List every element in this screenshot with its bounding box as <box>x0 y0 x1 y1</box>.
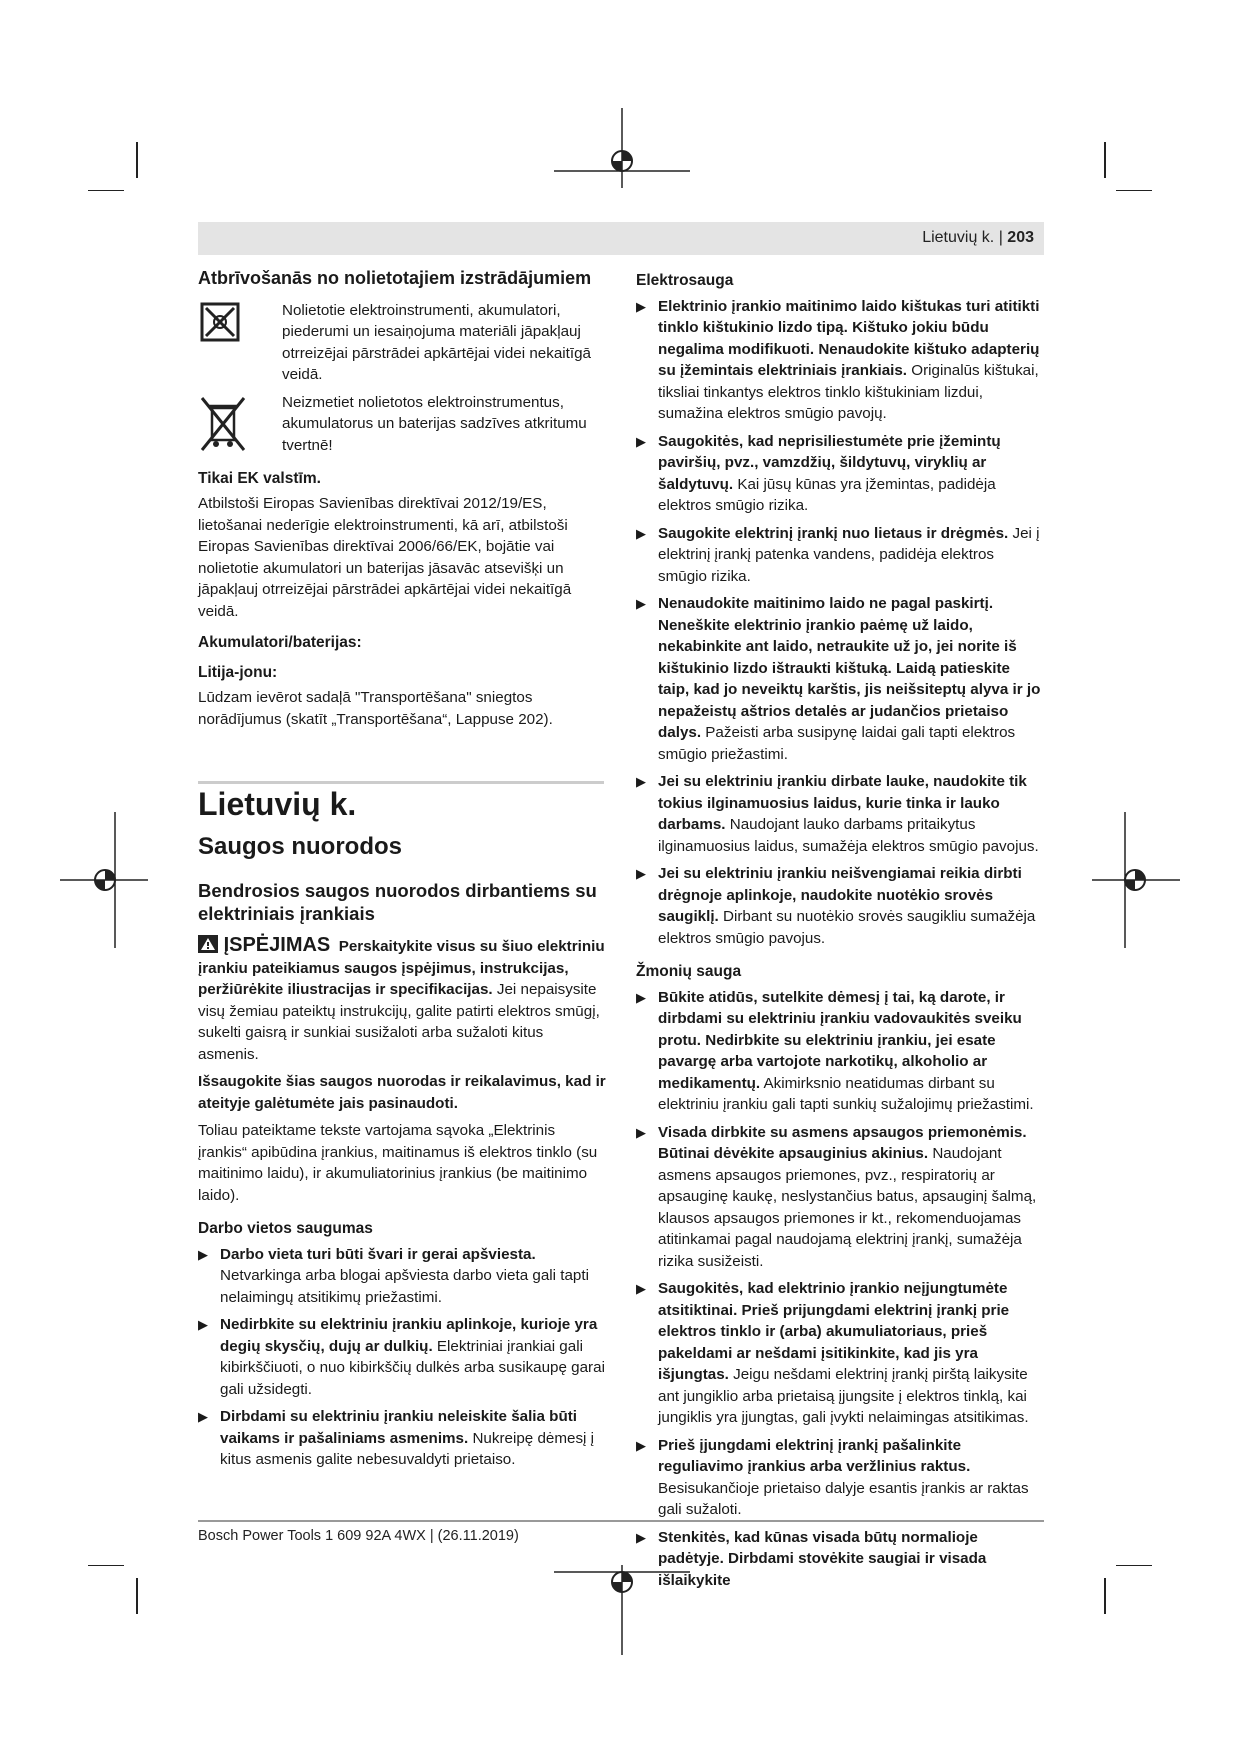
crop-mark <box>1104 1578 1106 1614</box>
crop-mark <box>1116 190 1152 191</box>
list-item: ▶ Dirbdami su elektriniu įrankiu neleiskite šalia būti vaikams ir pašaliniams asmenims. Nukreipę dėmesį į kitus asmenis galite nebesuvaldyti prietaiso. <box>198 1406 606 1471</box>
list-item: ▶ Prieš įjungdami elektrinį įrankį pašalinkite reguliavimo įrankius arba veržlinius raktus. Besisukančioje prietaiso dalyje esantis įrankis ar raktas gali sužaloti. <box>636 1435 1044 1521</box>
work-title: Darbo vietos saugumas <box>198 1220 373 1237</box>
list-item: ▶ Visada dirbkite su asmens apsaugos priemonėmis. Būtinai dėvėkite apsauginius akinius. Naudojant asmens apsaugos priemones, pvz., respiratorių ar apsauginę kaukę, neslystančius batus, apsauginį šalmą, klausos apsaugos priemones ir kt., rekomenduojamas atitinkamai pagal naudojamą elektrinį įrankį, sumažėja rizika susižeisti. <box>636 1122 1044 1273</box>
li-text: Lūdzam ievērot sadaļā "Transportēšana" sniegtos norādījumus (skatīt „Transportēšana“, Lappuse 202). <box>198 689 553 728</box>
registration-mark-icon <box>554 108 690 208</box>
page-header <box>198 222 1044 255</box>
registration-mark-icon <box>1080 812 1180 948</box>
safety-title: Saugos nuorodos <box>198 832 402 860</box>
disposal-text-2: Neizmetiet nolietotos elektroinstrumentus, akumulatorus un baterijas sadzīves atkritumu tvertnē! <box>282 393 587 454</box>
akum-title: Akumulatori/baterijas: <box>198 634 362 651</box>
warning-icon <box>198 935 218 953</box>
list-item: ▶ Elektrinio įrankio maitinimo laido kištukas turi atitikti tinklo kištukinio lizdo tipą. Kištuko jokiu būdu negalima modifikuoti. Nenaudokite kištuko adapterių su įžemintais elektriniais įrankiais. Originalūs kištukai, tiksliai tinkantys elektros tinklo kištukiniam lizdui, sumažina elektros smūgio pavojų. <box>636 296 1044 425</box>
keep-instructions: Išsaugokite šias saugos nuorodas ir reikalavimus, kad ir ateityje galėtumėte jais pasinaudoti. <box>198 1073 606 1112</box>
ek-text: Atbilstoši Eiropas Savienības direktīvai 2012/19/ES, lietošanai nederīgie elektroinstrumenti, kā arī, atbilstoši Eiropas Savienības direktīvai 2006/66/EK, bojātie vai nolietotie akumulatori un baterijas jāsavāc atsevišķi un jāpakļauj otrreizējai pārstrādei apkārtējai videi nekaitīgā veidā. <box>198 495 572 620</box>
disposal-title: Atbrīvošanās no nolietotajiem izstrādājumiem <box>198 268 592 288</box>
disposal-row <box>198 392 606 462</box>
registration-mark-icon <box>60 812 160 948</box>
disposal-row <box>198 300 606 386</box>
header-text: Lietuvių k. | 203 <box>922 229 1034 246</box>
list-item: ▶ Nedirbkite su elektriniu įrankiu aplinkoje, kurioje yra degių skysčių, dujų ar dulkių. Elektriniai įrankiai gali kibirkščiuoti, o nuo kibirkščių dulkės arba susikaupę garai gali užsidegti. <box>198 1314 606 1400</box>
warning-label: ĮSPĖJIMAS <box>198 935 330 957</box>
crop-mark <box>1116 1565 1152 1566</box>
crop-mark <box>136 1578 138 1614</box>
disposal-text-1: Nolietotie elektroinstrumenti, akumulatori, piederumi un iesaiņojuma materiāli jāpakļauj otrreizējai pārstrādei apkārtējai videi nekaitīgā veidā. <box>282 301 591 383</box>
crop-mark <box>88 1565 124 1566</box>
left-column-bottom <box>198 786 606 1477</box>
crop-mark <box>136 142 138 178</box>
list-item: ▶ Darbo vieta turi būti švari ir gerai apšviesta. Netvarkinga arba blogai apšviesta darbo vieta gali tapti nelaimingų atsitikimų priežastimi. <box>198 1244 606 1309</box>
list-item: ▶ Saugokitės, kad elektrinio įrankio neįjungtumėte atsitiktinai. Prieš prijungdami elektrinį įrankį prie elektros tinklo ir (arba) akumuliatoriaus, prieš pakeldami ar nešdami įsitikinkite, kad jis yra išjungtas. Jeigu nešdami elektrinį įrankį pirštą laikysite ant jungiklio arba prietaisą įjungsite į elektros tinklą, kai jungiklis yra įjungtas, gali įvykti nelaimingas atsitikimas. <box>636 1278 1044 1429</box>
header-section: Lietuvių k. <box>922 229 995 246</box>
left-column-top <box>198 268 606 736</box>
list-item: ▶ Saugokite elektrinį įrankį nuo lietaus ir drėgmės. Jei į elektrinį įrankį patenka vandens, padidėja elektros smūgio rizika. <box>636 523 1044 588</box>
list-item: ▶ Saugokitės, kad neprisiliestumėte prie įžemintų paviršių, pvz., vamzdžių, šildytuvų, viryklių ar šaldytuvų. Kai jūsų kūnas yra įžemintas, padidėja elektros smūgio rizika. <box>636 431 1044 517</box>
list-item: ▶ Nenaudokite maitinimo laido ne pagal paskirtį. Neneškite elektrinio įrankio paėmę už laido, nekabinkite ant laido, netraukite už jo, jei norite iš kištukinio lizdo ištraukti kištuką. Laidą patieskite taip, kad jo neveiktų karštis, jis neišsiteptų alyva ir jo nepažeistų aštrios detalės ar judančios prietaiso dalys. Pažeisti arba susipynę laidai gali tapti elektros smūgio priežastimi. <box>636 593 1044 765</box>
warning-block <box>198 935 606 1065</box>
elec-title: Elektrosauga <box>636 272 734 289</box>
section-divider <box>198 781 604 784</box>
footer-rule <box>198 1520 1044 1522</box>
general-title: Bendrosios saugos nuorodos dirbantiems su elektriniais įrankiais <box>198 880 597 924</box>
term-text: Toliau pateiktame tekste vartojama sąvoka „Elektrinis įrankis“ apibūdina įrankius, maitinamus iš elektros tinklo (su maitinimo laidu), ir akumuliatorinius įrankius (be maitinimo laido). <box>198 1122 598 1204</box>
crossed-bin-icon <box>200 394 246 454</box>
people-title: Žmonių sauga <box>636 963 742 980</box>
language-title: Lietuvių k. <box>198 786 357 822</box>
right-column <box>636 270 1044 1597</box>
list-item: ▶ Stenkitės, kad kūnas visada būtų normalioje padėtyje. Dirbdami stovėkite saugiai ir visada išlaikykite <box>636 1527 1044 1592</box>
li-title: Litija-jonu: <box>198 663 278 681</box>
recycle-box-icon <box>200 302 240 342</box>
warning-text: Jei nepaisysite visų žemiau pateiktų instrukcijų, galite patirti elektros smūgį, sukelti gaisrą ir sunkiai susižaloti arba sužaloti kitus asmenis. <box>198 981 600 1063</box>
warning-bold: Perskaitykite visus su šiuo elektriniu įrankiu pateikiamus saugos įspėjimus, instrukcijas, peržiūrėkite iliustracijas ir specifikacijas. <box>198 938 605 998</box>
list-item: ▶ Būkite atidūs, sutelkite dėmesį į tai, ką darote, ir dirbdami su elektriniu įrankiu vadovaukitės sveiku protu. Nedirbkite su elektriniu įrankiu, jei esate pavargę arba vartojote narkotikų, alkoholio ar medikamentų. Akimirksnio neatidumas dirbant su elektriniu įrankiu gali tapti sunkių sužalojimų priežastimi. <box>636 987 1044 1116</box>
crop-mark <box>88 190 124 191</box>
ek-title: Tikai EK valstīm. <box>198 469 321 487</box>
crop-mark <box>1104 142 1106 178</box>
list-item: ▶ Jei su elektriniu įrankiu dirbate lauke, naudokite tik tokius ilginamuosius laidus, kurie tinka ir lauko darbams. Naudojant lauko darbams pritaikytus ilginamuosius laidus, sumažėja elektros smūgio pavojus. <box>636 771 1044 857</box>
footer-text: Bosch Power Tools 1 609 92A 4WX | (26.11.2019) <box>198 1528 519 1544</box>
page-number: 203 <box>1007 229 1034 246</box>
list-item: ▶ Jei su elektriniu įrankiu neišvengiamai reikia dirbti drėgnoje aplinkoje, naudokite nuotėkio srovės saugiklį. Dirbant su nuotėkio srovės saugikliu sumažėja elektros smūgio pavojus. <box>636 863 1044 949</box>
